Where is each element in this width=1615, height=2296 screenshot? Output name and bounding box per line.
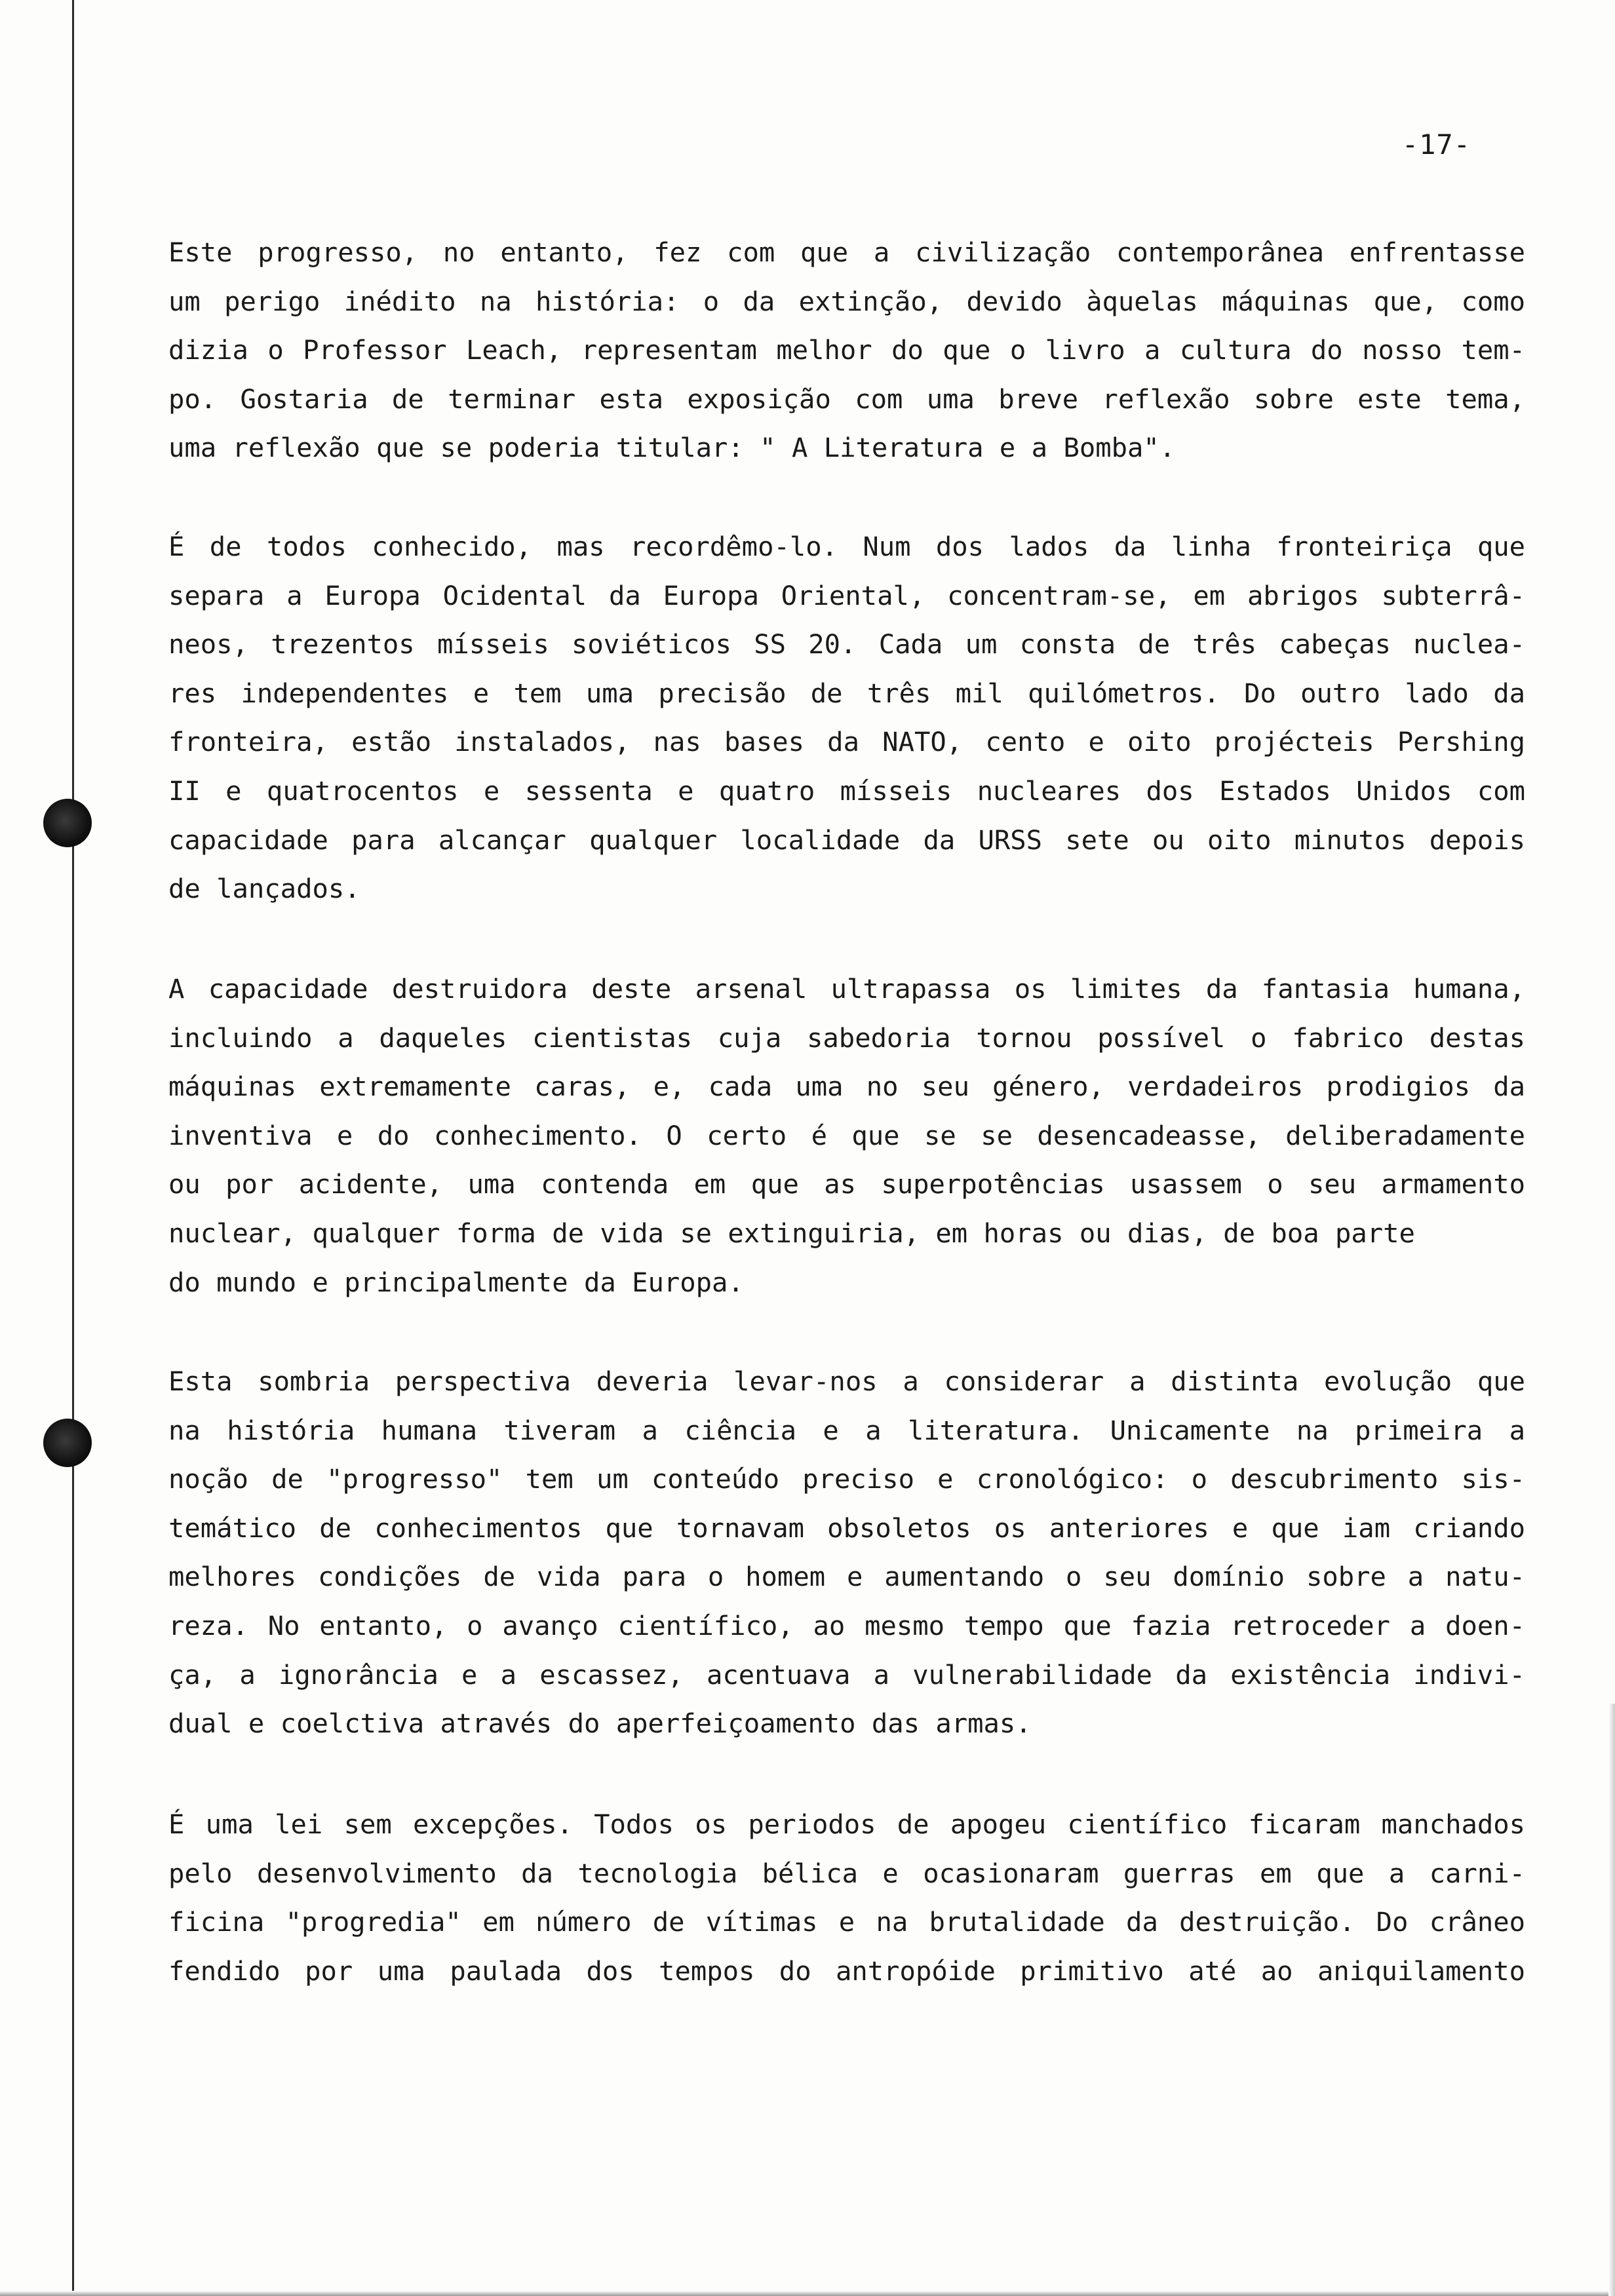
text-line: capacidade para alcançar qualquer localidade da URSS sete ou oito minutos depois [168, 824, 1525, 856]
text-line: É de todos conhecido, mas recordêmo-lo. Num dos lados da linha fronteiriça que [168, 531, 1525, 562]
paragraph [168, 228, 1525, 472]
page-bottom-edge [0, 2291, 1615, 2296]
text-line: pelo desenvolvimento da tecnologia bélica e ocasionaram guerras em que a carni- [168, 1857, 1525, 1889]
text-line: na história humana tiveram a ciência e a literatura. Unicamente na primeira a [168, 1414, 1525, 1446]
text-line: po. Gostaria de terminar esta exposição com uma breve reflexão sobre este tema, [168, 383, 1525, 415]
text-line: dual e coelctiva através do aperfeiçoamento das armas. [168, 1708, 1032, 1740]
text-line: ficina "progredia" em número de vítimas e na brutalidade da destruição. Do crâneo [168, 1906, 1525, 1938]
page-right-edge [1608, 1704, 1615, 2296]
text-line: ou por acidente, uma contenda em que as superpotências usassem o seu armamento [168, 1168, 1525, 1200]
text-line: incluindo a daqueles cientistas cuja sabedoria tornou possível o fabrico destas [168, 1022, 1525, 1054]
text-line: temático de conhecimentos que tornavam obsoletos os anteriores e que iam criando [168, 1512, 1525, 1544]
text-line: separa a Europa Ocidental da Europa Oriental, concentram-se, em abrigos subterrâ- [168, 579, 1525, 611]
page-number: -17- [1401, 128, 1471, 161]
text-line: inventiva e do conhecimento. O certo é que se se desencadeasse, deliberadamente [168, 1119, 1525, 1151]
text-line: res independentes e tem uma precisão de três mil quilómetros. Do outro lado da [168, 677, 1525, 709]
text-line: II e quatrocentos e sessenta e quatro mísseis nucleares dos Estados Unidos com [168, 775, 1525, 807]
text-line: Esta sombria perspectiva deveria levar-nos a considerar a distinta evolução que [168, 1366, 1525, 1397]
text-line: do mundo e principalmente da Europa. [168, 1266, 744, 1298]
text-line: É uma lei sem excepções. Todos os periodos de apogeu científico ficaram manchados [168, 1808, 1525, 1840]
text-line: nuclear, qualquer forma de vida se extinguiria, em horas ou dias, de boa parte [168, 1217, 1415, 1249]
text-line: máquinas extremamente caras, e, cada uma no seu género, verdadeiros prodigios da [168, 1071, 1525, 1103]
punch-hole-upper [43, 799, 92, 847]
paragraph [168, 522, 1525, 913]
paragraph [168, 1800, 1525, 1995]
text-line: uma reflexão que se poderia titular: " A Literatura e a Bomba". [168, 432, 1176, 464]
text-line: dizia o Professor Leach, representam melhor do que o livro a cultura do nosso tem- [168, 334, 1525, 366]
text-line: Este progresso, no entanto, fez com que a civilização contemporânea enfrentasse [168, 237, 1525, 268]
text-line: noção de "progresso" tem um conteúdo preciso e cronológico: o descubrimento sis- [168, 1463, 1525, 1495]
text-line: fronteira, estão instalados, nas bases da NATO, cento e oito projécteis Pershing [168, 726, 1525, 758]
punch-hole-lower [43, 1419, 92, 1467]
text-line: um perigo inédito na história: o da extinção, devido àquelas máquinas que, como [168, 285, 1525, 317]
text-line: neos, trezentos mísseis soviéticos SS 20. Cada um consta de três cabeças nuclea- [168, 628, 1525, 660]
text-line: ça, a ignorância e a escassez, acentuava a vulnerabilidade da existência indivi- [168, 1658, 1525, 1691]
margin-rule [72, 0, 74, 2296]
paragraph [168, 965, 1525, 1307]
text-line: fendido por uma paulada dos tempos do antropóide primitivo até ao aniquilamento [168, 1955, 1525, 1987]
text-line: melhores condições de vida para o homem e aumentando o seu domínio sobre a natu- [168, 1561, 1525, 1593]
paragraph [168, 1357, 1525, 1748]
text-line: de lançados. [168, 873, 360, 905]
text-line: A capacidade destruidora deste arsenal ultrapassa os limites da fantasia humana, [168, 973, 1525, 1004]
text-line: reza. No entanto, o avanço científico, ao mesmo tempo que fazia retroceder a doen- [168, 1609, 1525, 1641]
